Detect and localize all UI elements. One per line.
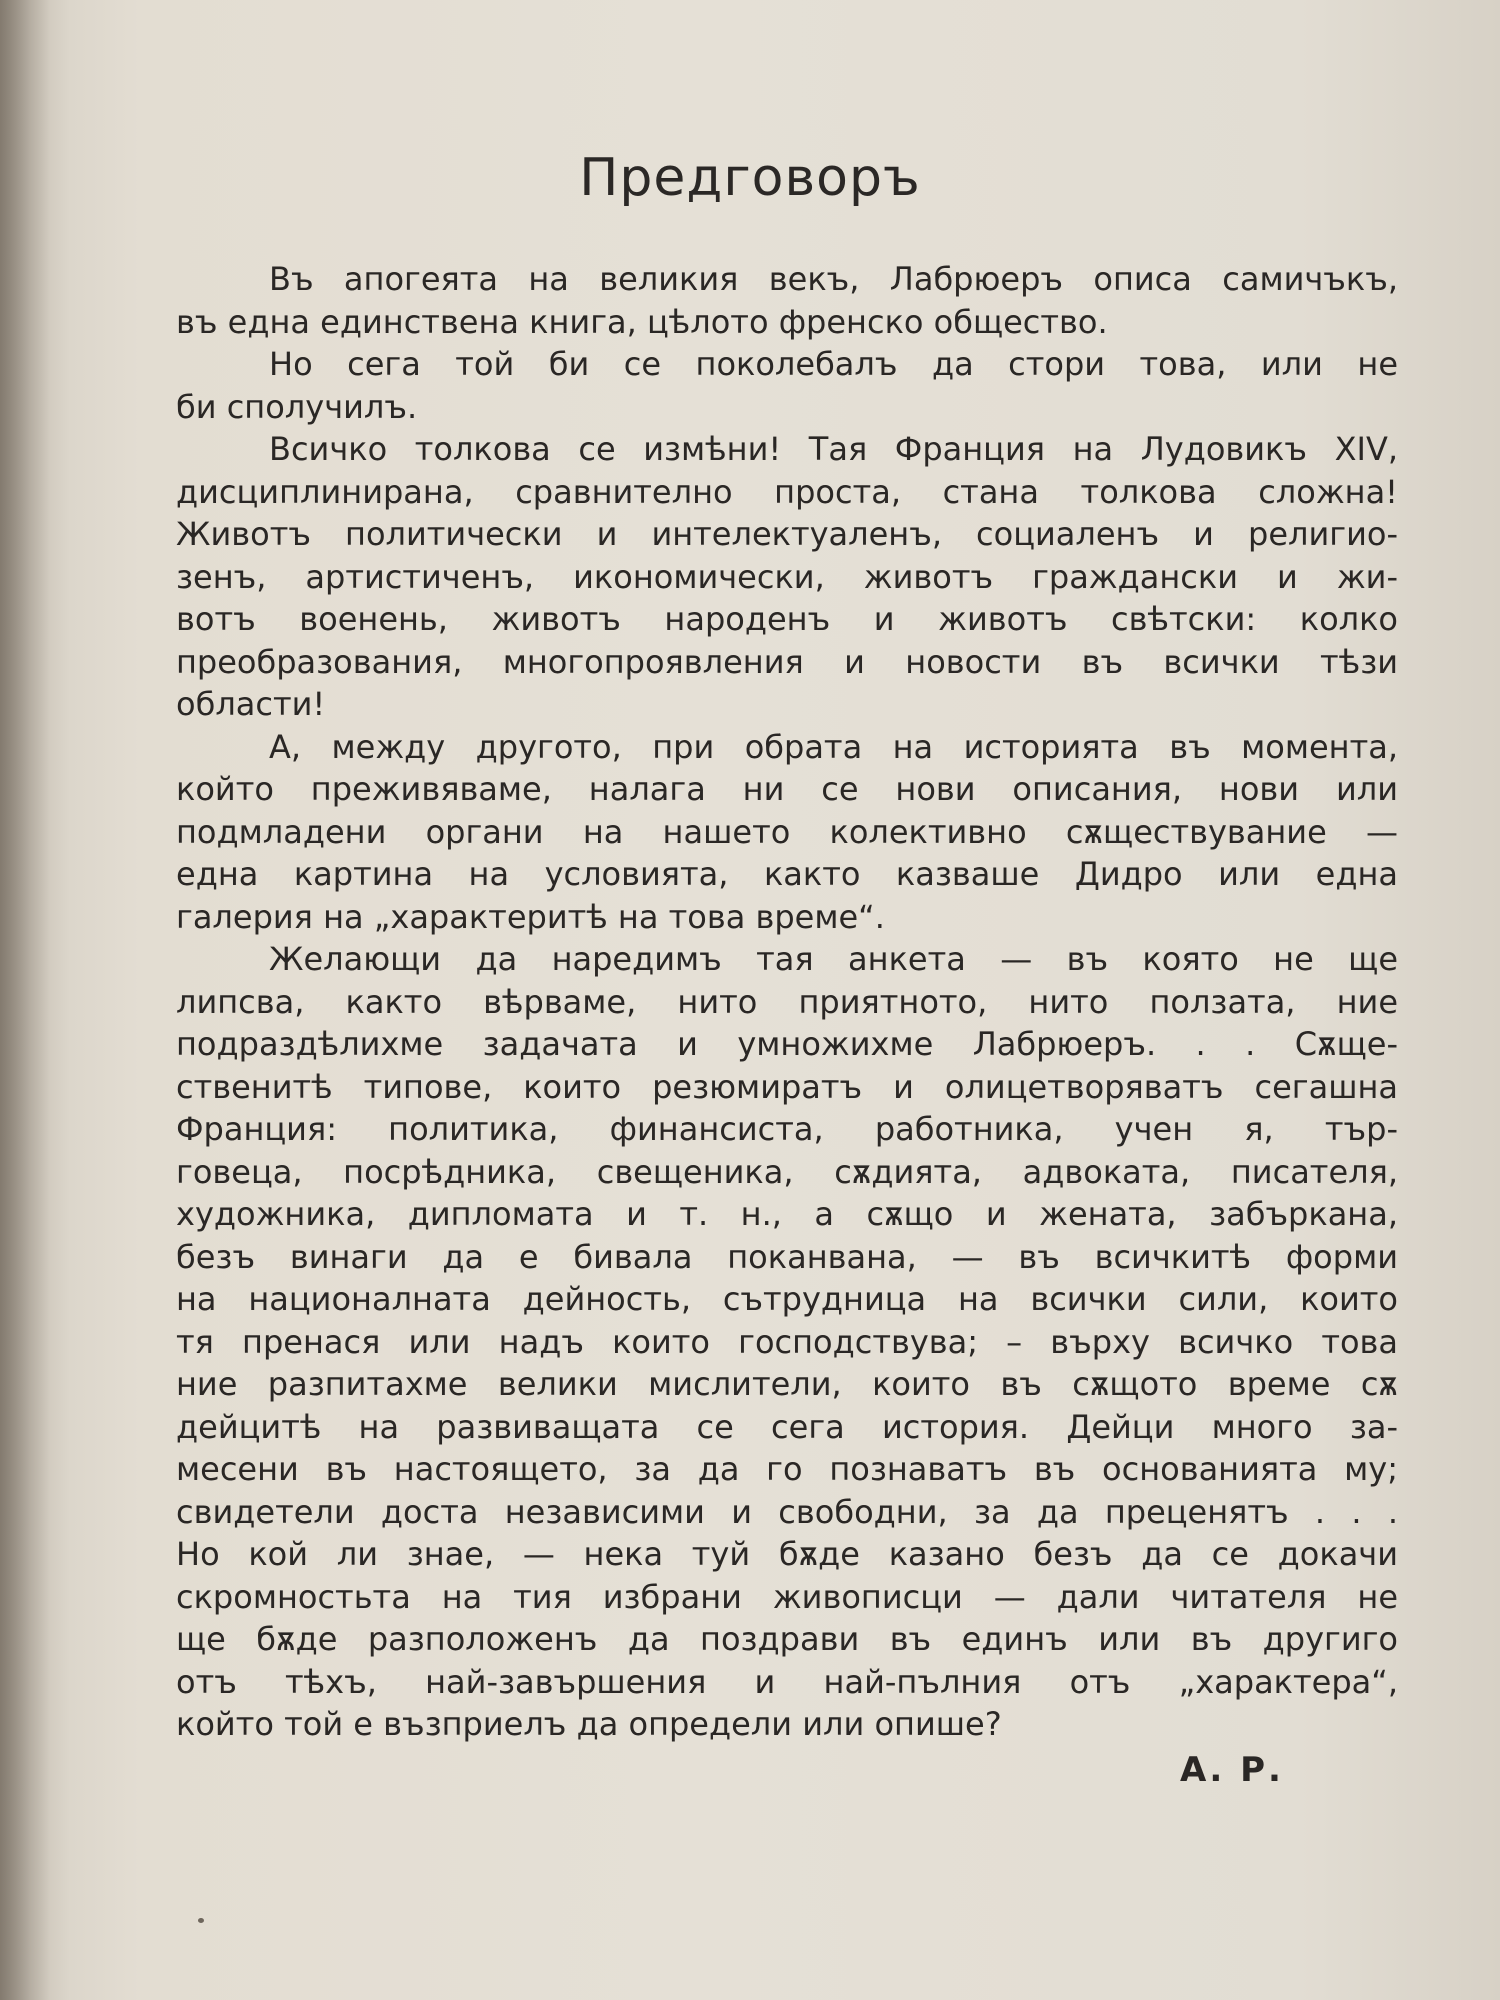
text-line: въ една единствена книга, цѣлото френско общество. [176,302,1108,341]
text-line: скромностьта на тия избрани живописци — дали читателя не [176,1577,1398,1616]
text-line: Всичко толкова се измѣни! Тая Франция на Лудовикъ XIV, [269,430,1398,468]
page-title: Предговоръ [579,148,921,208]
text-line: подмладени органи на нашето колективно сѫществувание — [176,812,1398,851]
text-line: зенъ, артистиченъ, икономически, животъ граждански и жи- [176,557,1398,596]
text-line: Но сега той би се поколебалъ да стори това, или не [269,345,1398,383]
text-line: Въ апогеята на великия векъ, Лабрюеръ описа самичъкъ, [269,260,1398,298]
text-line: Животъ политически и интелектуаленъ, социаленъ и религио- [176,515,1398,553]
preface-text [176,258,1398,1746]
text-line: би сполучилъ. [176,387,418,426]
text-line: безъ винаги да е бивала поканвана, — въ всичкитѣ форми [176,1237,1398,1276]
text-line: тя пренася или надъ които господствува; – върху всичко това [176,1322,1398,1361]
page-gutter-shadow [0,0,50,2000]
text-line: дисциплинирана, сравнително проста, стана толкова сложна! [176,472,1398,511]
text-line: ще бѫде разположенъ да поздрави въ единъ или въ другиго [176,1620,1398,1658]
text-line: свидетели доста независими и свободни, за да преценятъ . . . [176,1492,1398,1531]
text-line: А, между другото, при обрата на историята въ момента, [269,727,1398,766]
text-line: ственитѣ типове, които резюмиратъ и олицетворяватъ сегашна [176,1067,1398,1106]
text-line: области! [176,685,326,723]
text-line: Франция: политика, финансиста, работника, учен я, тър- [176,1110,1398,1148]
text-line: който преживяваме, налага ни се нови описания, нови или [176,770,1398,808]
text-line: вотъ военень, животъ народенъ и животъ свѣтски: колко [176,600,1398,638]
text-line: който той е възприелъ да определи или опише? [176,1705,1002,1743]
text-line: говеца, посрѣдника, свещеника, сѫдията, адвоката, писателя, [176,1152,1398,1191]
paper-speck [198,1918,204,1923]
text-line: липсва, както вѣрваме, нито приятното, нито ползата, ние [176,982,1398,1021]
text-line: една картина на условията, както казваше Дидро или една [176,855,1398,893]
text-line: галерия на „характеритѣ на това време“. [176,897,885,936]
author-signature: А. Р. [1180,1750,1284,1790]
text-line: Желающи да наредимъ тая анкета — въ която не ще [269,940,1398,978]
text-line: отъ тѣхъ, най-завършения и най-пълния отъ „характера“, [176,1662,1398,1701]
text-line: художника, дипломата и т. н., а сѫщо и жената, забъркана, [176,1195,1398,1233]
text-line: ние разпитахме велики мислители, които въ сѫщото време сѫ [176,1365,1398,1403]
text-line: дейцитѣ на развиващата се сега история. Дейци много за- [176,1407,1398,1446]
text-line: на националната дейность, сътрудница на всички сили, които [176,1280,1398,1318]
text-line: Но кой ли знае, — нека туй бѫде казано безъ да се докачи [176,1535,1398,1573]
text-line: подраздѣлихме задачата и умножихме Лабрюеръ. . . Сѫще- [176,1025,1398,1063]
text-line: месени въ настоящето, за да го познаватъ въ основанията му; [176,1450,1398,1488]
text-line: преобразования, многопроявления и новости въ всички тѣзи [176,642,1398,681]
